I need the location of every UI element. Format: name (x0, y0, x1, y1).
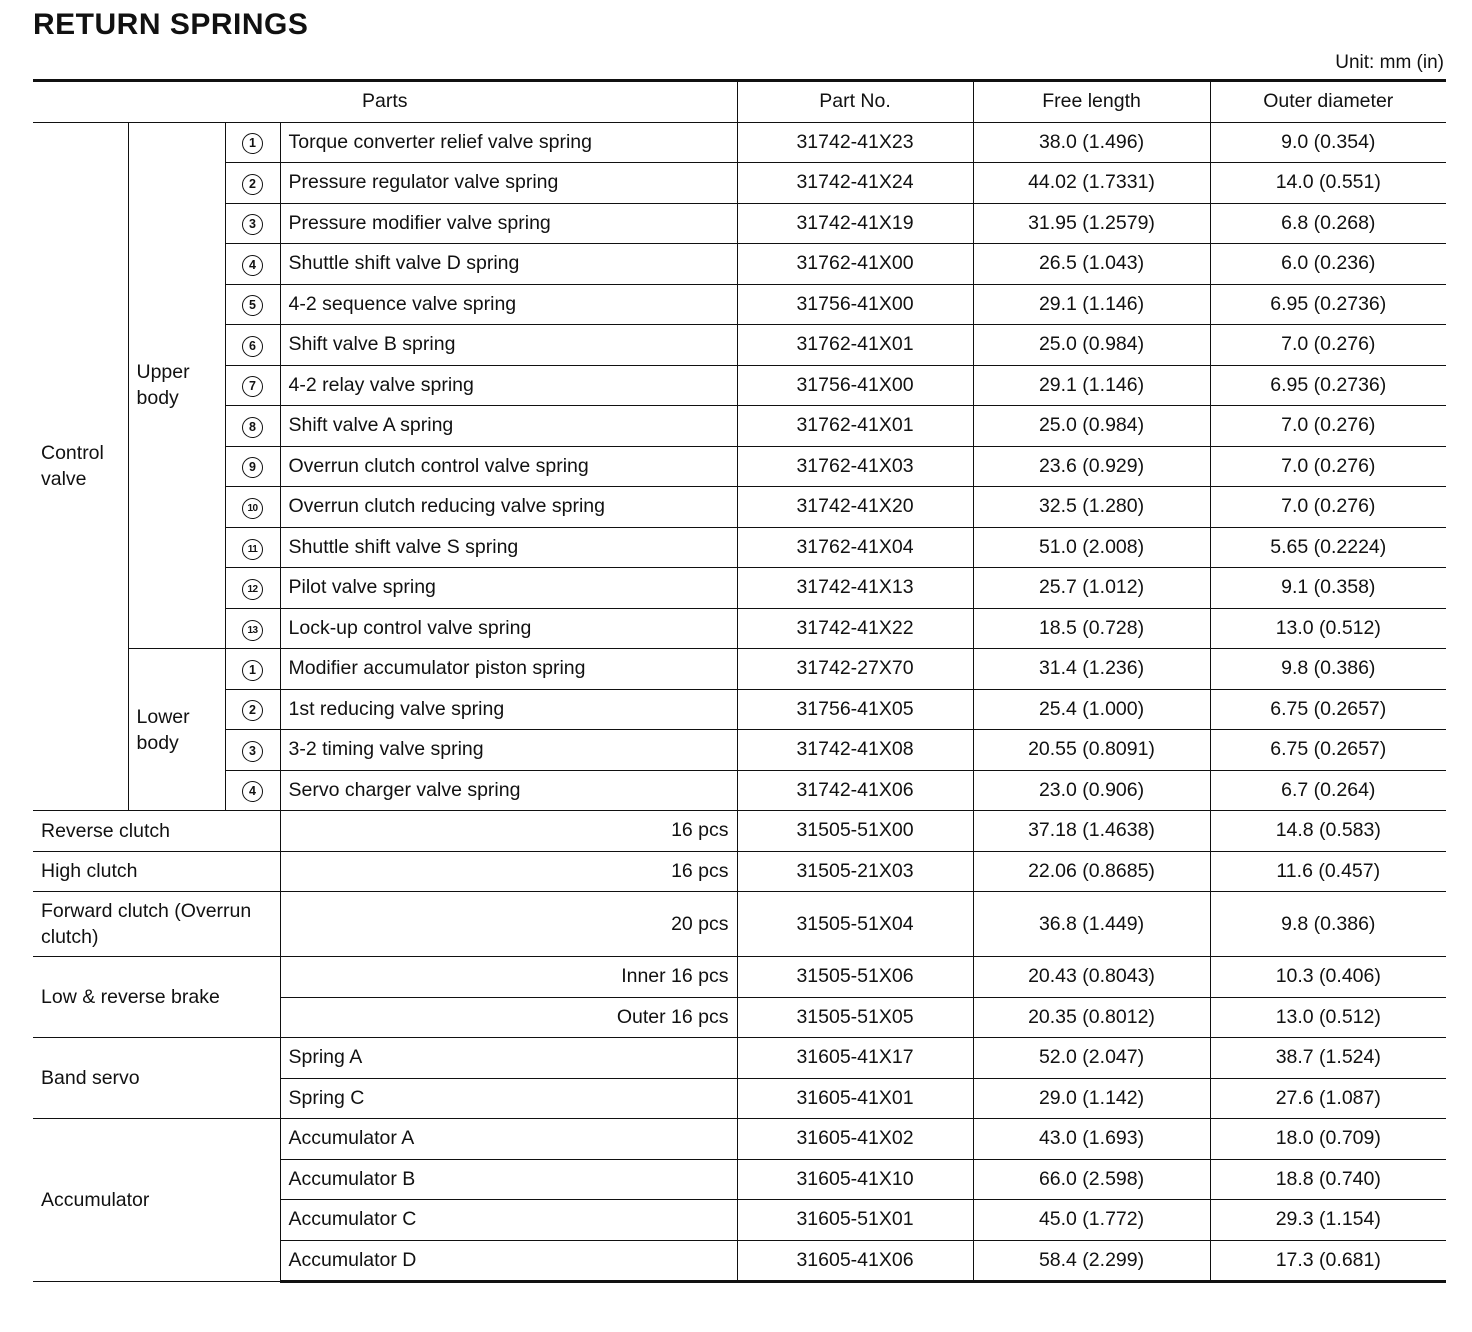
outer-diameter-cell: 9.1 (0.358) (1210, 568, 1446, 609)
outer-diameter-cell: 38.7 (1.524) (1210, 1038, 1446, 1079)
free-length-cell: 45.0 (1.772) (973, 1200, 1210, 1241)
outer-diameter-cell: 14.0 (0.551) (1210, 163, 1446, 204)
free-length-cell: 37.18 (1.4638) (973, 811, 1210, 852)
part-name-cell: Shuttle shift valve D spring (280, 244, 737, 285)
table-row (33, 203, 1446, 244)
free-length-cell: 18.5 (0.728) (973, 608, 1210, 649)
part-name-cell: Servo charger valve spring (280, 770, 737, 811)
table-row (33, 730, 1446, 771)
outer-diameter-cell: 10.3 (0.406) (1210, 957, 1446, 998)
table-row (33, 957, 1446, 998)
free-length-cell: 52.0 (2.047) (973, 1038, 1210, 1079)
part-no-cell: 31742-41X23 (737, 122, 973, 163)
table-row (33, 851, 1446, 892)
table-row (33, 608, 1446, 649)
part-name-cell: 4-2 relay valve spring (280, 365, 737, 406)
part-name-cell: Pressure regulator valve spring (280, 163, 737, 204)
table-row (33, 122, 1446, 163)
circled-number-badge: 4 (242, 255, 263, 276)
header-free-length: Free length (973, 81, 1210, 123)
group-forward-clutch: Forward clutch (Overrun clutch) (33, 892, 280, 957)
item-number-cell (225, 203, 280, 244)
outer-diameter-cell: 6.95 (0.2736) (1210, 284, 1446, 325)
part-name-cell: Modifier accumulator piston spring (280, 649, 737, 690)
circled-number-badge: 8 (242, 417, 263, 438)
item-number-cell (225, 689, 280, 730)
outer-diameter-cell: 7.0 (0.276) (1210, 446, 1446, 487)
part-no-cell: 31505-51X00 (737, 811, 973, 852)
free-length-cell: 43.0 (1.693) (973, 1119, 1210, 1160)
outer-diameter-cell: 17.3 (0.681) (1210, 1240, 1446, 1282)
table-row (33, 446, 1446, 487)
free-length-cell: 29.0 (1.142) (973, 1078, 1210, 1119)
part-no-cell: 31742-41X06 (737, 770, 973, 811)
outer-diameter-cell: 6.75 (0.2657) (1210, 730, 1446, 771)
part-no-cell: 31742-41X19 (737, 203, 973, 244)
part-no-cell: 31762-41X01 (737, 406, 973, 447)
outer-diameter-cell: 13.0 (0.512) (1210, 997, 1446, 1038)
circled-number-badge: 1 (242, 133, 263, 154)
circled-number-badge: 12 (242, 579, 263, 600)
free-length-cell: 23.0 (0.906) (973, 770, 1210, 811)
outer-diameter-cell: 7.0 (0.276) (1210, 406, 1446, 447)
free-length-cell: 36.8 (1.449) (973, 892, 1210, 957)
table-row (33, 325, 1446, 366)
part-no-cell: 31756-41X00 (737, 284, 973, 325)
part-no-cell: 31605-41X01 (737, 1078, 973, 1119)
part-no-cell: 31605-41X10 (737, 1159, 973, 1200)
part-no-cell: 31505-51X04 (737, 892, 973, 957)
free-length-cell: 20.43 (0.8043) (973, 957, 1210, 998)
item-number-cell (225, 487, 280, 528)
free-length-cell: 25.0 (0.984) (973, 406, 1210, 447)
header-parts: Parts (33, 81, 737, 123)
free-length-cell: 38.0 (1.496) (973, 122, 1210, 163)
group-lower-body: Lower body (128, 649, 225, 811)
part-name-cell: Accumulator C (280, 1200, 737, 1241)
return-springs-table (33, 79, 1446, 1283)
outer-diameter-cell: 6.0 (0.236) (1210, 244, 1446, 285)
part-name-cell: Spring A (280, 1038, 737, 1079)
quantity-cell: Outer 16 pcs (280, 997, 737, 1038)
item-number-cell (225, 284, 280, 325)
part-no-cell: 31605-51X01 (737, 1200, 973, 1241)
table-row (33, 689, 1446, 730)
part-no-cell: 31742-41X13 (737, 568, 973, 609)
part-no-cell: 31505-51X05 (737, 997, 973, 1038)
part-name-cell: Accumulator B (280, 1159, 737, 1200)
group-band-servo: Band servo (33, 1038, 280, 1119)
group-high-clutch: High clutch (33, 851, 280, 892)
part-name-cell: 4-2 sequence valve spring (280, 284, 737, 325)
circled-number-badge: 3 (242, 741, 263, 762)
outer-diameter-cell: 14.8 (0.583) (1210, 811, 1446, 852)
outer-diameter-cell: 9.0 (0.354) (1210, 122, 1446, 163)
circled-number-badge: 3 (242, 214, 263, 235)
free-length-cell: 25.0 (0.984) (973, 325, 1210, 366)
part-no-cell: 31742-27X70 (737, 649, 973, 690)
table-row (33, 892, 1446, 957)
circled-number-badge: 9 (242, 457, 263, 478)
outer-diameter-cell: 7.0 (0.276) (1210, 325, 1446, 366)
group-accumulator: Accumulator (33, 1119, 280, 1282)
part-name-cell: Accumulator D (280, 1240, 737, 1282)
outer-diameter-cell: 6.7 (0.264) (1210, 770, 1446, 811)
free-length-cell: 31.4 (1.236) (973, 649, 1210, 690)
table-row (33, 1119, 1446, 1160)
group-control-valve: Control valve (33, 122, 128, 811)
circled-number-badge: 13 (242, 620, 263, 641)
quantity-cell: 16 pcs (280, 851, 737, 892)
free-length-cell: 29.1 (1.146) (973, 365, 1210, 406)
part-name-cell: Overrun clutch control valve spring (280, 446, 737, 487)
header-outer-diameter: Outer diameter (1210, 81, 1446, 123)
part-no-cell: 31742-41X24 (737, 163, 973, 204)
free-length-cell: 23.6 (0.929) (973, 446, 1210, 487)
part-no-cell: 31756-41X05 (737, 689, 973, 730)
free-length-cell: 29.1 (1.146) (973, 284, 1210, 325)
item-number-cell (225, 446, 280, 487)
outer-diameter-cell: 13.0 (0.512) (1210, 608, 1446, 649)
table-row (33, 527, 1446, 568)
header-part-no: Part No. (737, 81, 973, 123)
item-number-cell (225, 365, 280, 406)
outer-diameter-cell: 29.3 (1.154) (1210, 1200, 1446, 1241)
item-number-cell (225, 568, 280, 609)
part-no-cell: 31762-41X04 (737, 527, 973, 568)
part-no-cell: 31762-41X00 (737, 244, 973, 285)
page-title: RETURN SPRINGS (33, 8, 309, 41)
part-no-cell: 31605-41X02 (737, 1119, 973, 1160)
free-length-cell: 26.5 (1.043) (973, 244, 1210, 285)
quantity-cell: 20 pcs (280, 892, 737, 957)
quantity-cell: 16 pcs (280, 811, 737, 852)
outer-diameter-cell: 5.65 (0.2224) (1210, 527, 1446, 568)
item-number-cell (225, 163, 280, 204)
part-no-cell: 31742-41X08 (737, 730, 973, 771)
table-row (33, 487, 1446, 528)
circled-number-badge: 5 (242, 295, 263, 316)
free-length-cell: 51.0 (2.008) (973, 527, 1210, 568)
part-no-cell: 31762-41X01 (737, 325, 973, 366)
header-row (33, 81, 1446, 123)
part-name-cell: Accumulator A (280, 1119, 737, 1160)
free-length-cell: 25.7 (1.012) (973, 568, 1210, 609)
outer-diameter-cell: 6.8 (0.268) (1210, 203, 1446, 244)
group-reverse-clutch: Reverse clutch (33, 811, 280, 852)
item-number-cell (225, 730, 280, 771)
table-row (33, 244, 1446, 285)
part-name-cell: Pilot valve spring (280, 568, 737, 609)
circled-number-badge: 2 (242, 174, 263, 195)
part-name-cell: Spring C (280, 1078, 737, 1119)
free-length-cell: 31.95 (1.2579) (973, 203, 1210, 244)
part-name-cell: 3-2 timing valve spring (280, 730, 737, 771)
item-number-cell (225, 406, 280, 447)
outer-diameter-cell: 18.8 (0.740) (1210, 1159, 1446, 1200)
item-number-cell (225, 325, 280, 366)
outer-diameter-cell: 18.0 (0.709) (1210, 1119, 1446, 1160)
free-length-cell: 58.4 (2.299) (973, 1240, 1210, 1282)
item-number-cell (225, 608, 280, 649)
part-name-cell: Shift valve B spring (280, 325, 737, 366)
item-number-cell (225, 244, 280, 285)
circled-number-badge: 1 (242, 660, 263, 681)
free-length-cell: 20.35 (0.8012) (973, 997, 1210, 1038)
free-length-cell: 20.55 (0.8091) (973, 730, 1210, 771)
table-row (33, 568, 1446, 609)
circled-number-badge: 7 (242, 376, 263, 397)
part-no-cell: 31762-41X03 (737, 446, 973, 487)
circled-number-badge: 4 (242, 781, 263, 802)
part-name-cell: Shuttle shift valve S spring (280, 527, 737, 568)
item-number-cell (225, 122, 280, 163)
part-name-cell: Lock-up control valve spring (280, 608, 737, 649)
part-no-cell: 31505-21X03 (737, 851, 973, 892)
free-length-cell: 44.02 (1.7331) (973, 163, 1210, 204)
item-number-cell (225, 649, 280, 690)
outer-diameter-cell: 6.75 (0.2657) (1210, 689, 1446, 730)
part-name-cell: Torque converter relief valve spring (280, 122, 737, 163)
outer-diameter-cell: 7.0 (0.276) (1210, 487, 1446, 528)
quantity-cell: Inner 16 pcs (280, 957, 737, 998)
circled-number-badge: 6 (242, 336, 263, 357)
part-name-cell: Shift valve A spring (280, 406, 737, 447)
free-length-cell: 32.5 (1.280) (973, 487, 1210, 528)
outer-diameter-cell: 6.95 (0.2736) (1210, 365, 1446, 406)
item-number-cell (225, 527, 280, 568)
group-upper-body: Upper body (128, 122, 225, 649)
part-name-cell: Overrun clutch reducing valve spring (280, 487, 737, 528)
table-row (33, 365, 1446, 406)
free-length-cell: 22.06 (0.8685) (973, 851, 1210, 892)
outer-diameter-cell: 27.6 (1.087) (1210, 1078, 1446, 1119)
circled-number-badge: 11 (242, 539, 263, 560)
part-no-cell: 31505-51X06 (737, 957, 973, 998)
table-row (33, 284, 1446, 325)
part-no-cell: 31756-41X00 (737, 365, 973, 406)
table-row (33, 406, 1446, 447)
table-row (33, 811, 1446, 852)
part-name-cell: Pressure modifier valve spring (280, 203, 737, 244)
free-length-cell: 66.0 (2.598) (973, 1159, 1210, 1200)
part-name-cell: 1st reducing valve spring (280, 689, 737, 730)
free-length-cell: 25.4 (1.000) (973, 689, 1210, 730)
part-no-cell: 31605-41X06 (737, 1240, 973, 1282)
unit-label: Unit: mm (in) (1335, 52, 1444, 73)
item-number-cell (225, 770, 280, 811)
outer-diameter-cell: 11.6 (0.457) (1210, 851, 1446, 892)
table-row (33, 770, 1446, 811)
part-no-cell: 31742-41X22 (737, 608, 973, 649)
outer-diameter-cell: 9.8 (0.386) (1210, 892, 1446, 957)
part-no-cell: 31742-41X20 (737, 487, 973, 528)
circled-number-badge: 10 (242, 498, 263, 519)
table-row (33, 1038, 1446, 1079)
table-row (33, 163, 1446, 204)
circled-number-badge: 2 (242, 700, 263, 721)
group-low-reverse-brake: Low & reverse brake (33, 957, 280, 1038)
outer-diameter-cell: 9.8 (0.386) (1210, 649, 1446, 690)
table-row (33, 649, 1446, 690)
part-no-cell: 31605-41X17 (737, 1038, 973, 1079)
